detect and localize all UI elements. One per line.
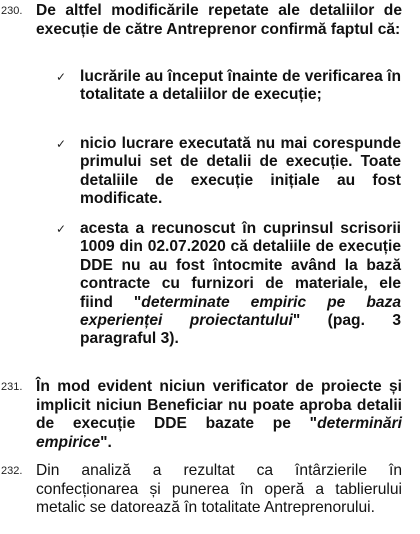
bullet-item-3	[56, 220, 401, 349]
paragraph-text: Din analiză a rezultat ca întârzierile în confecționarea și punerea în operă a tablierului metalic se datorează în totalitate Antreprenorului.	[36, 462, 402, 517]
paragraph-number: 230.	[1, 5, 23, 17]
paragraph-number: 232.	[1, 465, 23, 477]
bullet-text-part: " (pag. 3 paragraful 3).	[80, 312, 401, 348]
paragraph-text-italic: determinări empirice	[36, 415, 402, 451]
paragraph-230	[1, 2, 402, 39]
bullet-item-1	[56, 68, 401, 105]
checkmark-icon: ✓	[56, 70, 67, 84]
bullet-text-part: acesta a recunoscut în cuprinsul scrisorii 1009 din 02.07.2020 că detaliile de execuție DDE nu au fost întocmite având la bază contracte cu furnizori de materiale, ele fiind "	[80, 220, 401, 311]
paragraph-text-part: În mod evident niciun verificator de proiecte și implicit niciun Beneficiar nu poate aproba detalii de execuție DDE bazate pe "	[36, 378, 402, 433]
paragraph-text: De altfel modificările repetate ale detaliilor de execuție de către Antreprenor confirmă faptul că:	[36, 2, 402, 38]
paragraph-text	[36, 378, 402, 452]
bullet-text: nicio lucrare executată nu mai corespunde primului set de detalii de execuție. Toate detaliile de execuție inițiale au fost modificate.	[80, 135, 401, 208]
checkmark-icon: ✓	[56, 137, 67, 151]
bullet-text-italic: determinate empiric pe baza experienței proiectantului	[80, 293, 401, 330]
bullet-text: lucrările au început înainte de verificarea în totalitate a detaliilor de execuție;	[80, 68, 401, 104]
paragraph-number: 231.	[1, 381, 23, 393]
bullet-text	[80, 220, 401, 349]
checkmark-icon: ✓	[56, 222, 67, 236]
paragraph-231	[1, 378, 402, 452]
paragraph-text-part: ".	[100, 433, 112, 451]
paragraph-232	[1, 462, 402, 518]
bullet-item-2	[56, 135, 401, 209]
